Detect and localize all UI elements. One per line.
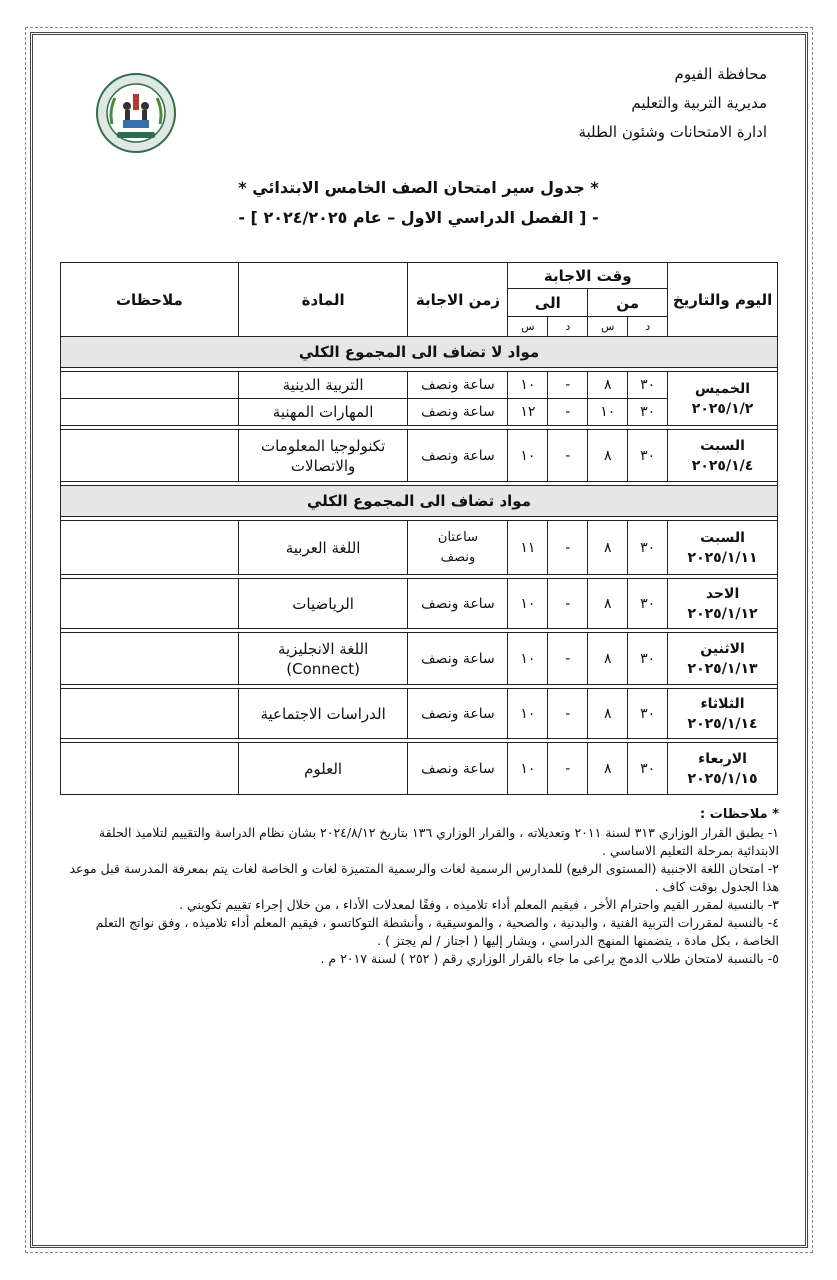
duration: ساعتان ونصف <box>408 521 508 575</box>
table-row <box>61 689 778 739</box>
header-duration: زمن الاجابة <box>408 263 508 337</box>
subject <box>238 633 408 685</box>
exam-date: ٢٠٢٥/١/١٢ <box>687 605 758 622</box>
note-item: ٢- امتحان اللغة الاجنبية (المستوى الرفيع) للمدارس الرسمية لغات والرسمية المتميزة لغات و الخاصة لغات يتم بمعرفة المدرسة قبل موعد هذا الجدول بوقت كاف . <box>69 861 779 894</box>
day-cell <box>668 633 778 685</box>
day-cell <box>668 743 778 795</box>
day-cell <box>668 430 778 482</box>
to-hour: ١٠ <box>508 430 548 482</box>
to-hour: ١٠ <box>508 743 548 795</box>
exam-schedule-title: * جدول سير امتحان الصف الخامس الابتدائي * <box>238 178 599 197</box>
header-to: الى <box>508 289 588 317</box>
group-not-counted: مواد لا تضاف الى المجموع الكلي <box>61 337 778 368</box>
to-minutes: - <box>548 633 588 685</box>
exam-date: ٢٠٢٥/١/٤ <box>691 457 754 474</box>
notes-cell <box>61 579 239 629</box>
day-cell <box>668 579 778 629</box>
to-hour: ١١ <box>508 521 548 575</box>
duration: ساعة ونصف <box>408 633 508 685</box>
subject: المهارات المهنية <box>238 399 408 426</box>
header-from: من <box>588 289 668 317</box>
subject: الدراسات الاجتماعية <box>238 689 408 739</box>
to-minutes: - <box>548 579 588 629</box>
day-name: الثلاثاء <box>700 695 745 712</box>
to-minutes: - <box>548 399 588 426</box>
table-row <box>61 633 778 685</box>
to-hour: ١٠ <box>508 689 548 739</box>
duration: ساعة ونصف <box>408 689 508 739</box>
day-cell <box>668 521 778 575</box>
from-hour: ٨ <box>588 743 628 795</box>
from-minutes: ٣٠ <box>628 689 668 739</box>
day-name: الاثنين <box>700 640 745 657</box>
from-minutes: ٣٠ <box>628 521 668 575</box>
duration: ساعة ونصف <box>408 743 508 795</box>
exam-date: ٢٠٢٥/١/١٥ <box>687 770 758 787</box>
notes-heading: * ملاحظات : <box>700 807 779 822</box>
table-row <box>61 579 778 629</box>
from-minutes: ٣٠ <box>628 579 668 629</box>
governorate-line: محافظة الفيوم <box>674 65 767 83</box>
notes-section <box>60 806 779 968</box>
to-minutes: - <box>548 689 588 739</box>
note-item: ٤- بالنسبة لمقررات التربية الفنية ، والبدنية ، والصحية ، والموسيقية ، وأنشطة التوكاتسو ، فيقيم المعلم أداء تلاميذه ، وفق نواتج التعلم الخاصة ، بكل مادة ، يتضمنها المنهج الدراسي ، ويشار إليها ( اجتاز / لم يجتز ) . <box>95 915 779 948</box>
exam-date: ٢٠٢٥/١/١١ <box>687 549 758 566</box>
from-minutes: ٣٠ <box>628 372 668 399</box>
notes-cell <box>61 399 239 426</box>
subject: اللغة العربية <box>238 521 408 575</box>
notes-cell <box>61 689 239 739</box>
header-from-min: د <box>628 317 668 337</box>
table-row <box>61 430 778 482</box>
from-hour: ٨ <box>588 372 628 399</box>
to-hour: ١٢ <box>508 399 548 426</box>
directorate-logo-icon <box>95 72 177 154</box>
from-hour: ٨ <box>588 633 628 685</box>
subject: العلوم <box>238 743 408 795</box>
from-minutes: ٣٠ <box>628 399 668 426</box>
header-answer-time: وقت الاجابة <box>508 263 668 289</box>
from-minutes: ٣٠ <box>628 743 668 795</box>
notes-cell <box>61 521 239 575</box>
to-minutes: - <box>548 743 588 795</box>
notes-cell <box>61 743 239 795</box>
from-hour: ١٠ <box>588 399 628 426</box>
exam-date: ٢٠٢٥/١/٢ <box>691 400 754 417</box>
day-cell <box>668 372 778 426</box>
to-minutes: - <box>548 430 588 482</box>
from-hour: ٨ <box>588 430 628 482</box>
duration: ساعة ونصف <box>408 399 508 426</box>
day-name: الاربعاء <box>698 750 747 767</box>
letterhead <box>507 60 767 147</box>
group-counted: مواد تضاف الى المجموع الكلي <box>61 486 778 517</box>
header-day-date: اليوم والتاريخ <box>668 263 778 337</box>
note-item: ٥- بالنسبة لامتحان طلاب الدمج يراعى ما جاء بالقرار الوزاري رقم ( ٢٥٢ ) لسنة ٢٠١٧ م . <box>320 951 779 966</box>
header-from-hour: س <box>588 317 628 337</box>
from-minutes: ٣٠ <box>628 633 668 685</box>
notes-cell <box>61 372 239 399</box>
note-item: ١- يطبق القرار الوزاري ٣١٣ لسنة ٢٠١١ وتعديلاته ، والقرار الوزاري ١٣٦ بتاريخ ٢٠٢٤/٨/١٢ بشان نظام الدراسة والتقييم لتلاميذ الحلقة الابتدائية بمرحلة التعليم الاساسي . <box>98 825 779 858</box>
subject-name: اللغة الانجليزية <box>277 639 369 658</box>
subject: تكنولوجيا المعلومات والاتصالات <box>238 430 408 482</box>
table-row <box>61 521 778 575</box>
duration: ساعة ونصف <box>408 372 508 399</box>
header-to-min: د <box>548 317 588 337</box>
from-hour: ٨ <box>588 521 628 575</box>
subject: الرياضيات <box>238 579 408 629</box>
notes-cell <box>61 633 239 685</box>
notes-cell <box>61 430 239 482</box>
day-cell <box>668 689 778 739</box>
header-notes: ملاحظات <box>61 263 239 337</box>
exam-schedule-table <box>60 262 778 795</box>
exam-date: ٢٠٢٥/١/١٣ <box>687 660 758 677</box>
duration: ساعة ونصف <box>408 579 508 629</box>
exam-date: ٢٠٢٥/١/١٤ <box>687 715 758 732</box>
header-subject: المادة <box>238 263 408 337</box>
day-name: السبت <box>700 437 745 454</box>
to-hour: ١٠ <box>508 579 548 629</box>
to-minutes: - <box>548 521 588 575</box>
to-hour: ١٠ <box>508 372 548 399</box>
subject: التربية الدينية <box>238 372 408 399</box>
header-to-hour: س <box>508 317 548 337</box>
day-name: السبت <box>700 529 745 546</box>
to-hour: ١٠ <box>508 633 548 685</box>
table-row <box>61 372 778 399</box>
duration: ساعة ونصف <box>408 430 508 482</box>
department-line: ادارة الامتحانات وشئون الطلبة <box>578 123 767 141</box>
from-hour: ٨ <box>588 689 628 739</box>
from-hour: ٨ <box>588 579 628 629</box>
subject-series: (Connect) <box>286 659 360 678</box>
table-row <box>61 743 778 795</box>
from-minutes: ٣٠ <box>628 430 668 482</box>
directorate-line: مديرية التربية والتعليم <box>631 94 767 112</box>
term-subtitle: - [ الفصل الدراسي الاول – عام ٢٠٢٤/٢٠٢٥ ] - <box>238 208 599 227</box>
to-minutes: - <box>548 372 588 399</box>
day-name: الاحد <box>705 585 740 602</box>
note-item: ٣- بالنسبة لمقرر القيم واحترام الأخر ، فيقيم المعلم أداء تلاميذه ، وفقًا لمعدلات الأداء ، من خلال إجراء تقييم تكويني . <box>179 897 779 912</box>
day-name: الخميس <box>695 380 751 397</box>
